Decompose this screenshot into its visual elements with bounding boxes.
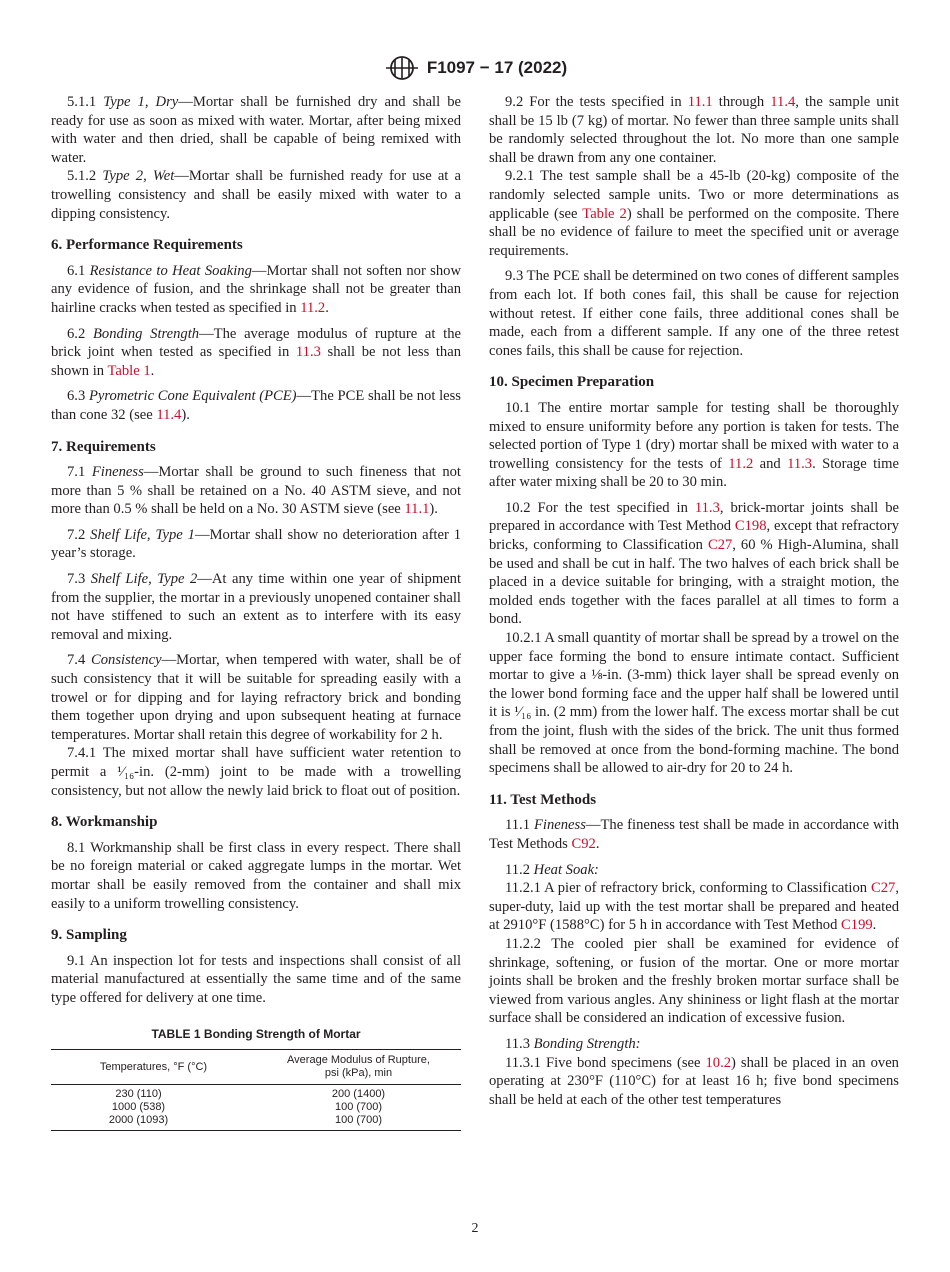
section-heading-8: 8. Workmanship xyxy=(51,814,158,831)
para-7-4: 7.4 Consistency—Mortar, when tempered with water, shall be of such consistency that it will be suitable for spreading easily with a trowel or for dipping and for laying refractory brick and bonding them together upon drying and upon subsequent heating at furnace temperatures. Mortar shall retain this degree of workability for 2 h. xyxy=(51,652,461,743)
para-5-1-1: 5.1.1 Type 1, Dry—Mortar shall be furnished dry and shall be ready for use as soon as mixed with water. Mortar, after being mixed with water and then dried, shall be capable of being remixed with water. xyxy=(51,94,461,166)
para-7-4-1: 7.4.1 The mixed mortar shall have sufficient water retention to permit a ¹⁄₁₆-in. (2-mm) joint to be made with a trowelling consistency, but not allow the newly laid brick to float out of position. xyxy=(51,745,461,799)
ref-link-c199[interactable]: C199 xyxy=(841,917,873,934)
table-header-modulus: Average Modulus of Rupture, psi (kPa), min xyxy=(287,1054,430,1080)
table-row xyxy=(51,1101,461,1114)
ref-link-11-1[interactable]: 11.1 xyxy=(687,94,713,110)
ref-link-table-2[interactable]: Table 2 xyxy=(582,205,627,222)
ref-link-c27[interactable]: C27 xyxy=(871,880,896,897)
section-heading-7: 7. Requirements xyxy=(51,438,156,455)
left-column xyxy=(51,93,461,1131)
para-6-2: 6.2 Bonding Strength—The average modulus of rupture at the brick joint when tested as specified in 11.3 shall be not less than shown in Table 1. xyxy=(51,325,461,379)
para-11-3: 11.3 Bonding Strength: xyxy=(505,1035,641,1052)
table-row xyxy=(51,1085,461,1102)
ref-link-11-1[interactable]: 11.1 xyxy=(404,501,430,518)
para-6-3: 6.3 Pyrometric Cone Equivalent (PCE)—The PCE shall be not less than cone 32 (see 11.4). xyxy=(51,388,461,423)
bonding-strength-table xyxy=(51,1049,461,1131)
table-cell-modulus: 100 (700) xyxy=(334,1114,383,1127)
ref-link-11-3[interactable]: 11.3 xyxy=(787,455,813,472)
para-10-2: 10.2 For the test specified in 11.3, brick-mortar joints shall be prepared in accordance with Test Method C198, except that refractory bricks, conforming to Classification C27, 60 % High-Alumina, shall be used and shall be cut in half. The two halves of each brick shall be placed in a device suitable for bringing, with a straight motion, the molded ends together with the faces parallel at all times to form a bond. xyxy=(489,499,899,628)
table-cell-temp: 2000 (1093) xyxy=(108,1114,169,1127)
table-cell-modulus: 100 (700) xyxy=(334,1101,383,1114)
section-heading-9: 9. Sampling xyxy=(51,927,127,944)
ref-link-11-4[interactable]: 11.4 xyxy=(770,94,796,110)
section-heading-11: 11. Test Methods xyxy=(489,791,597,808)
page-header xyxy=(0,55,950,81)
ref-link-11-3[interactable]: 11.3 xyxy=(694,499,720,516)
ref-link-c27[interactable]: C27 xyxy=(707,537,733,554)
ref-link-c198[interactable]: C198 xyxy=(734,518,767,535)
ref-link-table-1[interactable]: Table 1 xyxy=(107,362,151,379)
para-10-2-1: 10.2.1 A small quantity of mortar shall be spread by a trowel on the upper face forming the bond to ensure intimate contact. Sufficient mortar to give a ⅛-in. (3-mm) thick layer shall be spread evenly on the lower bond forming face and the upper half shall be lowered until it is ¹⁄₁₆ in. (2 mm) from the lower half. The excess mortar shall be cut from the joint, flush with the sides of the brick. The unit thus formed shall be removed at once from the bond-forming machine. The bond specimens shall be allowed to air-dry for 20 to 24 h. xyxy=(489,630,899,777)
ref-link-11-2[interactable]: 11.2 xyxy=(300,299,326,316)
para-9-2-1: 9.2.1 The test sample shall be a 45-lb (20-kg) composite of the randomly selected sample units. Two or more determinations as applicable (see Table 2) shall be performed on the composite. There shall be no evidence of failure to meet the specified unit or average requirements. xyxy=(489,168,899,259)
ref-link-11-3[interactable]: 11.3 xyxy=(295,344,321,361)
astm-logo-icon xyxy=(383,55,421,81)
table-row xyxy=(51,1114,461,1131)
para-11-1: 11.1 Fineness—The fineness test shall be made in accordance with Test Methods C92. xyxy=(489,817,899,852)
para-11-2-1: 11.2.1 A pier of refractory brick, conforming to Classification C27, super-duty, laid up with the test mortar shall be prepared and heated at 2910°F (1588°C) for 5 h in accordance with Test Method C199. xyxy=(489,880,899,934)
table-cell-temp: 230 (110) xyxy=(115,1088,162,1101)
table-cell-modulus: 200 (1400) xyxy=(331,1088,386,1101)
right-column xyxy=(489,93,899,1109)
para-9-3: 9.3 The PCE shall be determined on two cones of different samples from each lot. If both cones fail, this shall be cause for rejection without retest. If either cone fails, three additional cones shall be made, each from a different sample. If any one of the three retest cones fails, this shall be cause for rejection. xyxy=(489,268,899,359)
para-9-1: 9.1 An inspection lot for tests and inspections shall consist of all material manufactured at essentially the same time and of the same type offered for delivery at one time. xyxy=(51,952,461,1006)
table-header-temperature: Temperatures, °F (°C) xyxy=(99,1060,208,1073)
document-designation: F1097 − 17 (2022) xyxy=(426,58,568,77)
para-10-1: 10.1 The entire mortar sample for testing shall be thoroughly mixed to ensure uniformity before any portion is taken for tests. The selected portion of Type 1 (dry) mortar shall be mixed with water to a trowelling consistency for the tests of 11.2 and 11.3. Storage time after water mixing shall be 20 to 30 min. xyxy=(489,399,900,491)
table-cell-temp: 1000 (538) xyxy=(111,1101,166,1114)
para-7-2: 7.2 Shelf Life, Type 1—Mortar shall show no deterioration after 1 year’s storage. xyxy=(51,526,462,562)
ref-link-11-2[interactable]: 11.2 xyxy=(728,455,754,472)
para-11-3-1: 11.3.1 Five bond specimens (see 10.2) shall be placed in an oven operating at 230°F (110°C) for at least 16 h; five bond specimens shall be held at each of the other test temperatures xyxy=(489,1054,899,1108)
para-7-1: 7.1 Fineness—Mortar shall be ground to such fineness that not more than 5 % shall be retained on a No. 40 ASTM sieve, and not more than 0.5 % shall be held on a No. 30 ASTM sieve (see 11.1). xyxy=(51,464,461,518)
table-title: TABLE 1 Bonding Strength of Mortar xyxy=(151,1026,361,1041)
section-heading-10: 10. Specimen Preparation xyxy=(489,374,655,391)
para-6-1: 6.1 Resistance to Heat Soaking—Mortar shall not soften nor show any evidence of fusion, and the shrinkage shall not be greater than hairline cracks when tested as specified in 11.2. xyxy=(51,262,461,316)
section-heading-6: 6. Performance Requirements xyxy=(51,237,243,254)
para-7-3: 7.3 Shelf Life, Type 2—At any time within one year of shipment from the supplier, the mortar in a previously unopened container shall not have stiffened to such an extent as to interfere with its easy removal and mixing. xyxy=(51,571,461,643)
para-11-2: 11.2 Heat Soak: xyxy=(505,861,599,878)
para-11-2-2: 11.2.2 The cooled pier shall be examined for evidence of shrinkage, softening, or fusion of the mortar. One or more mortar joints shall be broken and the freshly broken mortar surface shall be viewed from various angles. Any shininess or light flash at the mortar surface shall be considered an indication of excessive fusion. xyxy=(489,935,899,1027)
para-9-2: 9.2 For the tests specified in 11.1 through 11.4, the sample unit shall be 15 lb (7 kg) of mortar. No fewer than three sample units shall be randomly selected throughout the lot. No more than one sample shall be drawn from any one container. xyxy=(489,94,900,166)
para-8-1: 8.1 Workmanship shall be first class in every respect. There shall be no foreign material or caked aggregate lumps in the mortar. Wet mortar shall be easily removed from the container and shall mix easily to a uniform trowelling consistency. xyxy=(51,839,461,912)
ref-link-c92[interactable]: C92 xyxy=(571,835,596,852)
page-number: 2 xyxy=(471,1221,479,1236)
para-5-1-2: 5.1.2 Type 2, Wet—Mortar shall be furnished ready for use at a trowelling consistency and shall be easily mixed with water to a dipping consistency. xyxy=(51,168,461,222)
ref-link-11-4[interactable]: 11.4 xyxy=(156,406,182,423)
ref-link-10-2[interactable]: 10.2 xyxy=(705,1054,732,1071)
